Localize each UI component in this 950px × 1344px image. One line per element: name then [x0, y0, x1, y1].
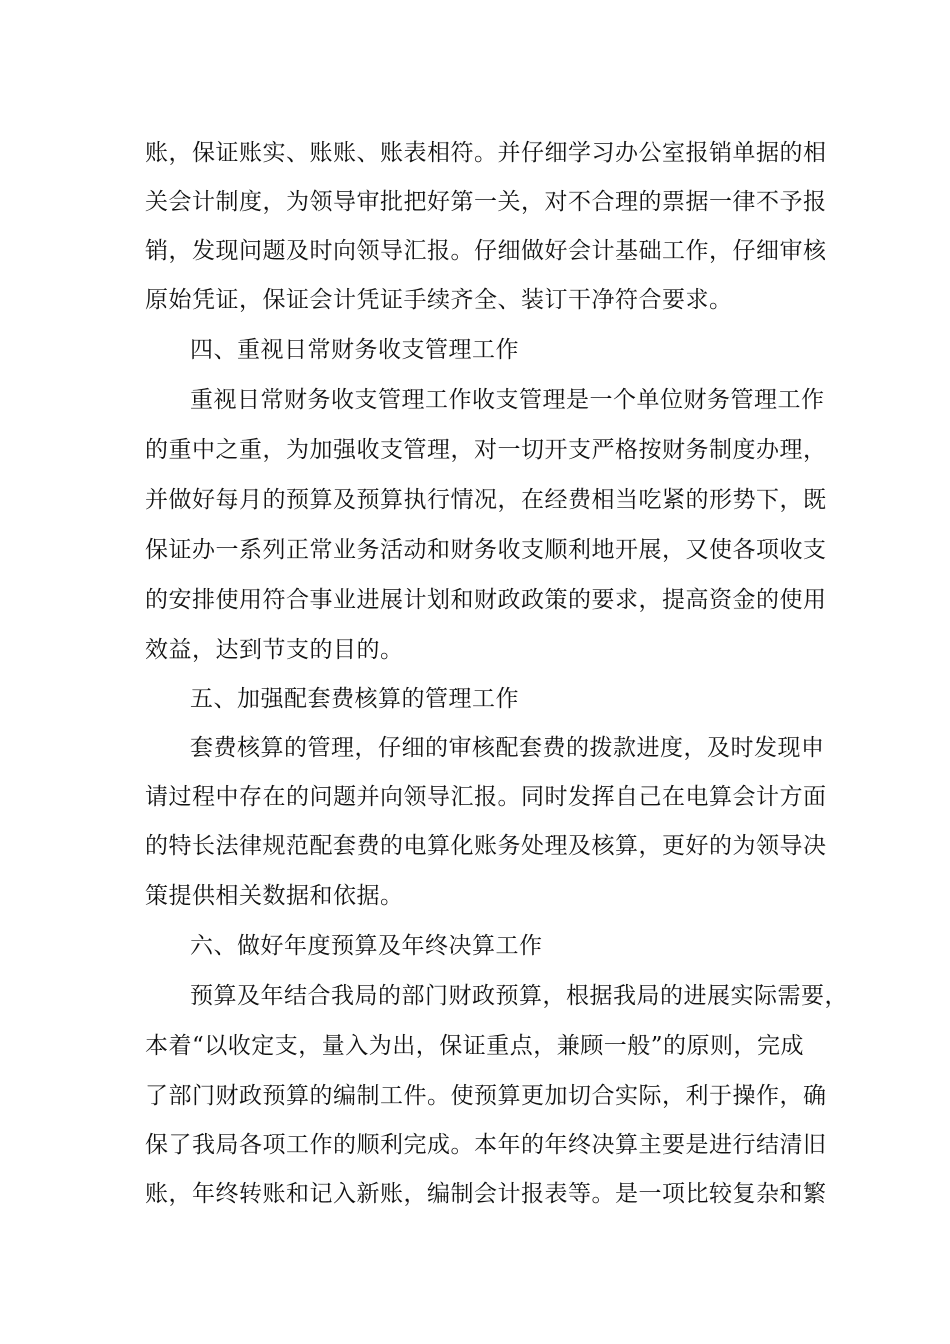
body-text-line: 并做好每月的预算及预算执行情况，在经费相当吃紧的形势下，既	[145, 487, 827, 513]
body-text-line: 策提供相关数据和依据。	[145, 883, 404, 909]
body-text-line: 账，保证账实、账账、账表相符。并仔细学习办公室报销单据的相	[145, 140, 827, 166]
body-text-line: 的重中之重，为加强收支管理，对一切开支严格按财务制度办理，	[145, 437, 827, 463]
body-text-line: 的安排使用符合事业进展计划和财政政策的要求，提高资金的使用	[145, 587, 827, 613]
body-text-line: 预算及年结合我局的部门财政预算，根据我局的进展实际需要，	[190, 983, 848, 1009]
section-heading: 六、做好年度预算及年终决算工作	[190, 933, 543, 959]
body-text-line: 重视日常财务收支管理工作收支管理是一个单位财务管理工作	[190, 387, 825, 413]
body-text-line: 账，年终转账和记入新账，编制会计报表等。是一项比较复杂和繁	[145, 1181, 827, 1207]
body-text-line: 保了我局各项工作的顺利完成。本年的年终决算主要是进行结清旧	[145, 1132, 827, 1158]
body-text-line: 请过程中存在的问题并向领导汇报。同时发挥自己在电算会计方面	[145, 784, 827, 810]
body-text-line: 了部门财政预算的编制工件。使预算更加切合实际，利于操作，确	[145, 1083, 827, 1109]
body-text-line: 的特长法律规范配套费的电算化账务处理及核算，更好的为领导决	[145, 833, 827, 859]
section-heading: 五、加强配套费核算的管理工作	[190, 686, 519, 712]
body-text-line: 效益，达到节支的目的。	[145, 637, 404, 663]
body-text-line: 销，发现问题及时向领导汇报。仔细做好会计基础工作，仔细审核	[145, 238, 827, 264]
body-text-line: 本着“以收定支，量入为出，保证重点，兼顾一般”的原则，完成	[145, 1033, 805, 1059]
body-text-line: 套费核算的管理，仔细的审核配套费的拨款进度，及时发现申	[190, 735, 825, 761]
section-heading: 四、重视日常财务收支管理工作	[190, 337, 519, 363]
body-text-line: 关会计制度，为领导审批把好第一关，对不合理的票据一律不予报	[145, 189, 827, 215]
body-text-line: 原始凭证，保证会计凭证手续齐全、装订干净符合要求。	[145, 287, 733, 313]
body-text-line: 保证办一系列正常业务活动和财务收支顺利地开展，又使各项收支	[145, 537, 827, 563]
